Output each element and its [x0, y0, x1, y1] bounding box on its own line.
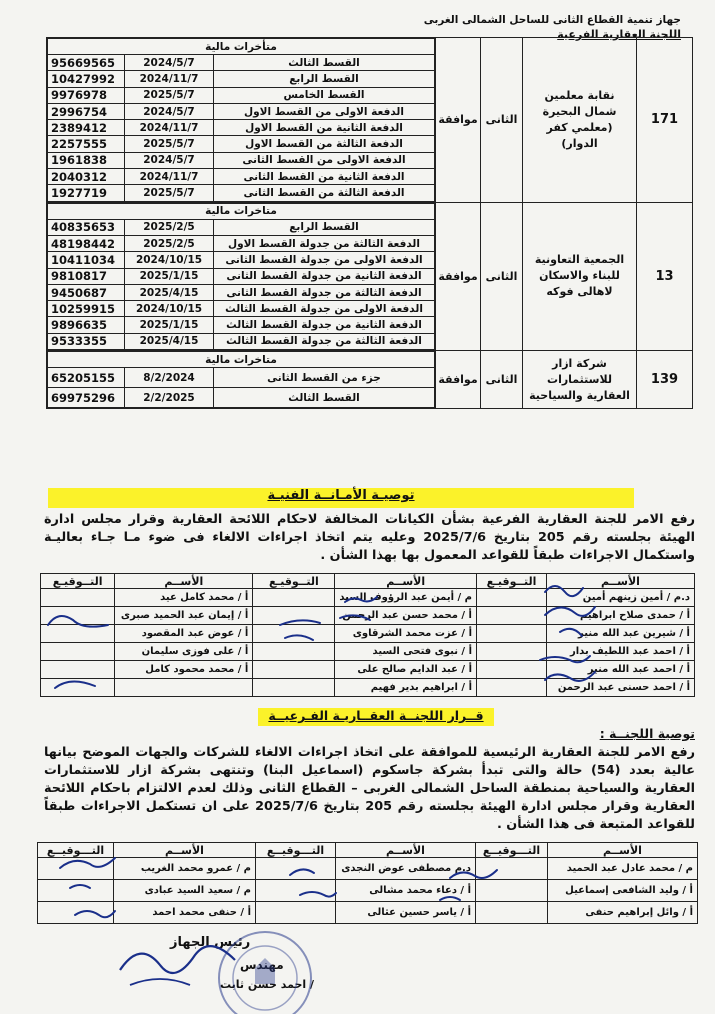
- member-name: أ / محمد حسن عبد الرحمن: [335, 607, 477, 625]
- name-header: الأســم: [336, 843, 476, 858]
- section-header: متاخرات مالية: [48, 352, 435, 368]
- installment-date: 2025/5/7: [125, 136, 214, 152]
- installment-date: 2024/5/7: [125, 152, 214, 168]
- member-name: أ / شيرين عبد الله منير: [547, 625, 695, 643]
- director-name: / احمد حسن ثابت: [220, 978, 314, 991]
- tech-secretariat-banner: توصيـة الأمـانــة الفنيـة: [48, 488, 634, 508]
- installment-amount: 9450687: [48, 284, 125, 300]
- signature-header: التـــوقيــع: [38, 843, 114, 858]
- installment-date: 2025/5/7: [125, 185, 214, 201]
- installment-date: 2024/11/7: [125, 169, 214, 185]
- committee-recommendation-label: توصية اللجنــة :: [599, 726, 695, 741]
- member-name: أ / إيمان عبد الحميد صبرى: [115, 607, 253, 625]
- installment-date: 2025/1/15: [125, 317, 214, 333]
- installment-amount: 9533355: [48, 333, 125, 349]
- sector: الثانى: [481, 38, 523, 203]
- installment-date: 2025/4/15: [125, 284, 214, 300]
- member-name: م / سعيد السيد عبادى: [114, 880, 256, 902]
- installment-amount: 2257555: [48, 136, 125, 152]
- installment-amount: 10427992: [48, 71, 125, 87]
- member-name: أ / احمد عبد الله منير: [547, 661, 695, 679]
- installment-desc: الدفعة الاولى من جدولة القسط الثالث: [214, 301, 435, 317]
- member-name: أ / دعاء محمد مشالى: [336, 880, 476, 902]
- row-number: 171: [637, 38, 693, 203]
- installment-date: 2025/5/7: [125, 87, 214, 103]
- committee-recommendation-text: رفع الامر للجنة العقارية الرئيسية للموافقة على اتخاذ اجراءات الالغاء للشركات والجهات الموضح بيانها عالية بعدد (54) حالة والتى تبدأ بشركة جاسكوم (اسماعيل البنا) وتنتهى بشركة ازار للاستثمارات العقارية والسياحية بمنطقة الساحل الشمالى الغربى – القطاع الثانى وذلك لعدم الالتزام باحكام اللائحة العقارية وقرار مجلس ادارة الهيئة بجلسته رقم 205 بتاريخ 2025/7/6 على ان تستكمل الاجراءات طبقاً للقواعد المتبعة فى هذا الشأن .: [44, 745, 696, 832]
- installment-desc: القسط الثالث: [214, 388, 435, 408]
- installment-amount: 48198442: [48, 235, 125, 251]
- installment-date: 2024/10/15: [125, 301, 214, 317]
- signature-header: التـــوقيــع: [476, 843, 548, 858]
- installment-date: 2024/5/7: [125, 103, 214, 119]
- member-name: م / عمرو محمد الغريب: [114, 858, 256, 880]
- installment-date: 2025/1/15: [125, 268, 214, 284]
- authority-name: جهاز تنمية القطاع الثانى للساحل الشمالى الغربى: [423, 14, 681, 26]
- installment-desc: الدفعة الثالثة من القسط الثانى: [214, 185, 435, 201]
- name-header: الأســم: [335, 574, 477, 589]
- installment-date: 2/2/2025: [125, 388, 214, 408]
- installment-desc: الدفعة الثالثة من جدولة القسط الثانى: [214, 284, 435, 300]
- installment-date: 2024/10/15: [125, 252, 214, 268]
- installment-amount: 1927719: [48, 185, 125, 201]
- installment-amount: 65205155: [48, 368, 125, 388]
- signature-header: التـــوقيــع: [256, 843, 336, 858]
- installment-desc: الدفعة الثالثة من جدولة القسط الاول: [214, 235, 435, 251]
- row-number: 139: [637, 351, 693, 409]
- entity-name: الجمعية التعاونية للبناء والاسكان لاهالى فوكه: [523, 202, 637, 350]
- installment-desc: الدفعة الثالثة من القسط الاول: [214, 136, 435, 152]
- installment-date: 8/2/2024: [125, 368, 214, 388]
- sector: الثانى: [481, 202, 523, 350]
- member-name: أ / وائل إبراهيم حنفى: [548, 902, 698, 924]
- installment-amount: 9810817: [48, 268, 125, 284]
- member-name: أ / حنفى محمد احمد: [114, 902, 256, 924]
- name-header: الأســم: [115, 574, 253, 589]
- decision: موافقة: [436, 38, 481, 203]
- installment-desc: الدفعة الثانية من جدولة القسط الثانى: [214, 268, 435, 284]
- installment-amount: 1961838: [48, 152, 125, 168]
- member-name: أ / على فوزى سليمان: [115, 643, 253, 661]
- installment-desc: القسط الرابع: [214, 219, 435, 235]
- row-number: 13: [637, 202, 693, 350]
- installment-date: 2024/11/7: [125, 71, 214, 87]
- sector: الثانى: [481, 351, 523, 409]
- member-name: أ / ابراهيم بدير فهيم: [335, 679, 477, 697]
- installment-amount: 40835653: [48, 219, 125, 235]
- installment-amount: 2389412: [48, 120, 125, 136]
- member-name: أ / نبوى فتحى السيد: [335, 643, 477, 661]
- member-name: أ / ياسر حسين عثالى: [336, 902, 476, 924]
- decision: موافقة: [436, 351, 481, 409]
- section-header: متأخرات مالية: [48, 39, 435, 55]
- entity-name: نقابة معلمين شمال البحيرة (معلمي كفر الدوار): [523, 38, 637, 203]
- installment-amount: 9896635: [48, 317, 125, 333]
- member-name: أ / عوض عبد المقصود: [115, 625, 253, 643]
- installment-amount: 10259915: [48, 301, 125, 317]
- installment-desc: الدفعة الثانية من جدولة القسط الثالث: [214, 317, 435, 333]
- member-name: أ / محمد كامل عيد: [115, 589, 253, 607]
- installment-desc: الدفعة الثالثة من جدولة القسط الثالث: [214, 333, 435, 349]
- member-name: أ / احمد حسنى عبد الرحمن: [547, 679, 695, 697]
- director-signature-icon: [110, 930, 250, 1000]
- name-header: الأســم: [547, 574, 695, 589]
- installment-desc: القسط الثالث: [214, 55, 435, 71]
- committee-name: اللجنة العقارية الفرعية: [557, 28, 681, 41]
- installment-amount: 2996754: [48, 103, 125, 119]
- member-name: د.م / أمين زينهم أمين: [547, 589, 695, 607]
- member-name: م / محمد عادل عبد الحميد: [548, 858, 698, 880]
- installment-date: 2024/5/7: [125, 55, 214, 71]
- committee-decision-banner: قــرار اللجنــة العقــاريـة الفـرعيــة: [258, 708, 494, 726]
- installment-desc: جزء من القسط الثانى: [214, 368, 435, 388]
- installment-amount: 10411034: [48, 252, 125, 268]
- signature-header: التــوقيـع: [253, 574, 335, 589]
- installment-desc: الدفعة الاولى من القسط الاول: [214, 103, 435, 119]
- tech-recommendation-text: رفع الامر للجنة العقارية الفرعية بشأن الكيانات المخالفة لاحكام اللائحة العقارية وقرار مجلس ادارة الهيئة بجلسته رقم 205 بتاريخ 2025/7/6 وعليه يتم اتخاذ اجراءات الالغاء فى ضوء مـا جـاء بعاليـة واستكمال الاجراءات طبقاً للقواعد المعمول بها بهذا الشأن .: [44, 512, 695, 563]
- member-name: أ / محمد محمود كامل: [115, 661, 253, 679]
- installment-desc: الدفعة الثانية من القسط الاول: [214, 120, 435, 136]
- signature-header: التــوقيـع: [477, 574, 547, 589]
- signature-header: التــوقيـع: [41, 574, 115, 589]
- member-name: أ / عزت محمد الشرقاوى: [335, 625, 477, 643]
- installment-date: 2024/11/7: [125, 120, 214, 136]
- member-name: أ / حمدى صلاح ابراهيم: [547, 607, 695, 625]
- installment-desc: القسط الخامس: [214, 87, 435, 103]
- installment-amount: 9976978: [48, 87, 125, 103]
- member-name: أ / وليد الشافعى إسماعيل: [548, 880, 698, 902]
- installment-desc: الدفعة الثانية من القسط الثانى: [214, 169, 435, 185]
- member-name: د.م مصطفى عوض النجدى: [336, 858, 476, 880]
- installment-desc: الدفعة الاولى من جدولة القسط الثانى: [214, 252, 435, 268]
- member-name: م / أيمن عبد الرؤوف السيد: [335, 589, 477, 607]
- name-header: الأســم: [548, 843, 698, 858]
- decision: موافقة: [436, 202, 481, 350]
- entity-name: شركة ازار للاستثمارات العقارية والسياحية: [523, 351, 637, 409]
- section-header: متاخرات مالية: [48, 203, 435, 219]
- name-header: الأســم: [114, 843, 256, 858]
- director-title: رئيس الجهاز: [170, 935, 251, 950]
- installment-date: 2025/4/15: [125, 333, 214, 349]
- installment-desc: القسط الرابع: [214, 71, 435, 87]
- installment-amount: 69975296: [48, 388, 125, 408]
- installment-amount: 2040312: [48, 169, 125, 185]
- director-rank: مهندس: [240, 958, 284, 972]
- member-name: أ / عبد الدايم صالح على: [335, 661, 477, 679]
- installment-date: 2025/2/5: [125, 219, 214, 235]
- member-name: أ / احمد عبد اللطيف بدار: [547, 643, 695, 661]
- installment-amount: 95669565: [48, 55, 125, 71]
- installment-date: 2025/2/5: [125, 235, 214, 251]
- installment-desc: الدفعة الاولى من القسط الثانى: [214, 152, 435, 168]
